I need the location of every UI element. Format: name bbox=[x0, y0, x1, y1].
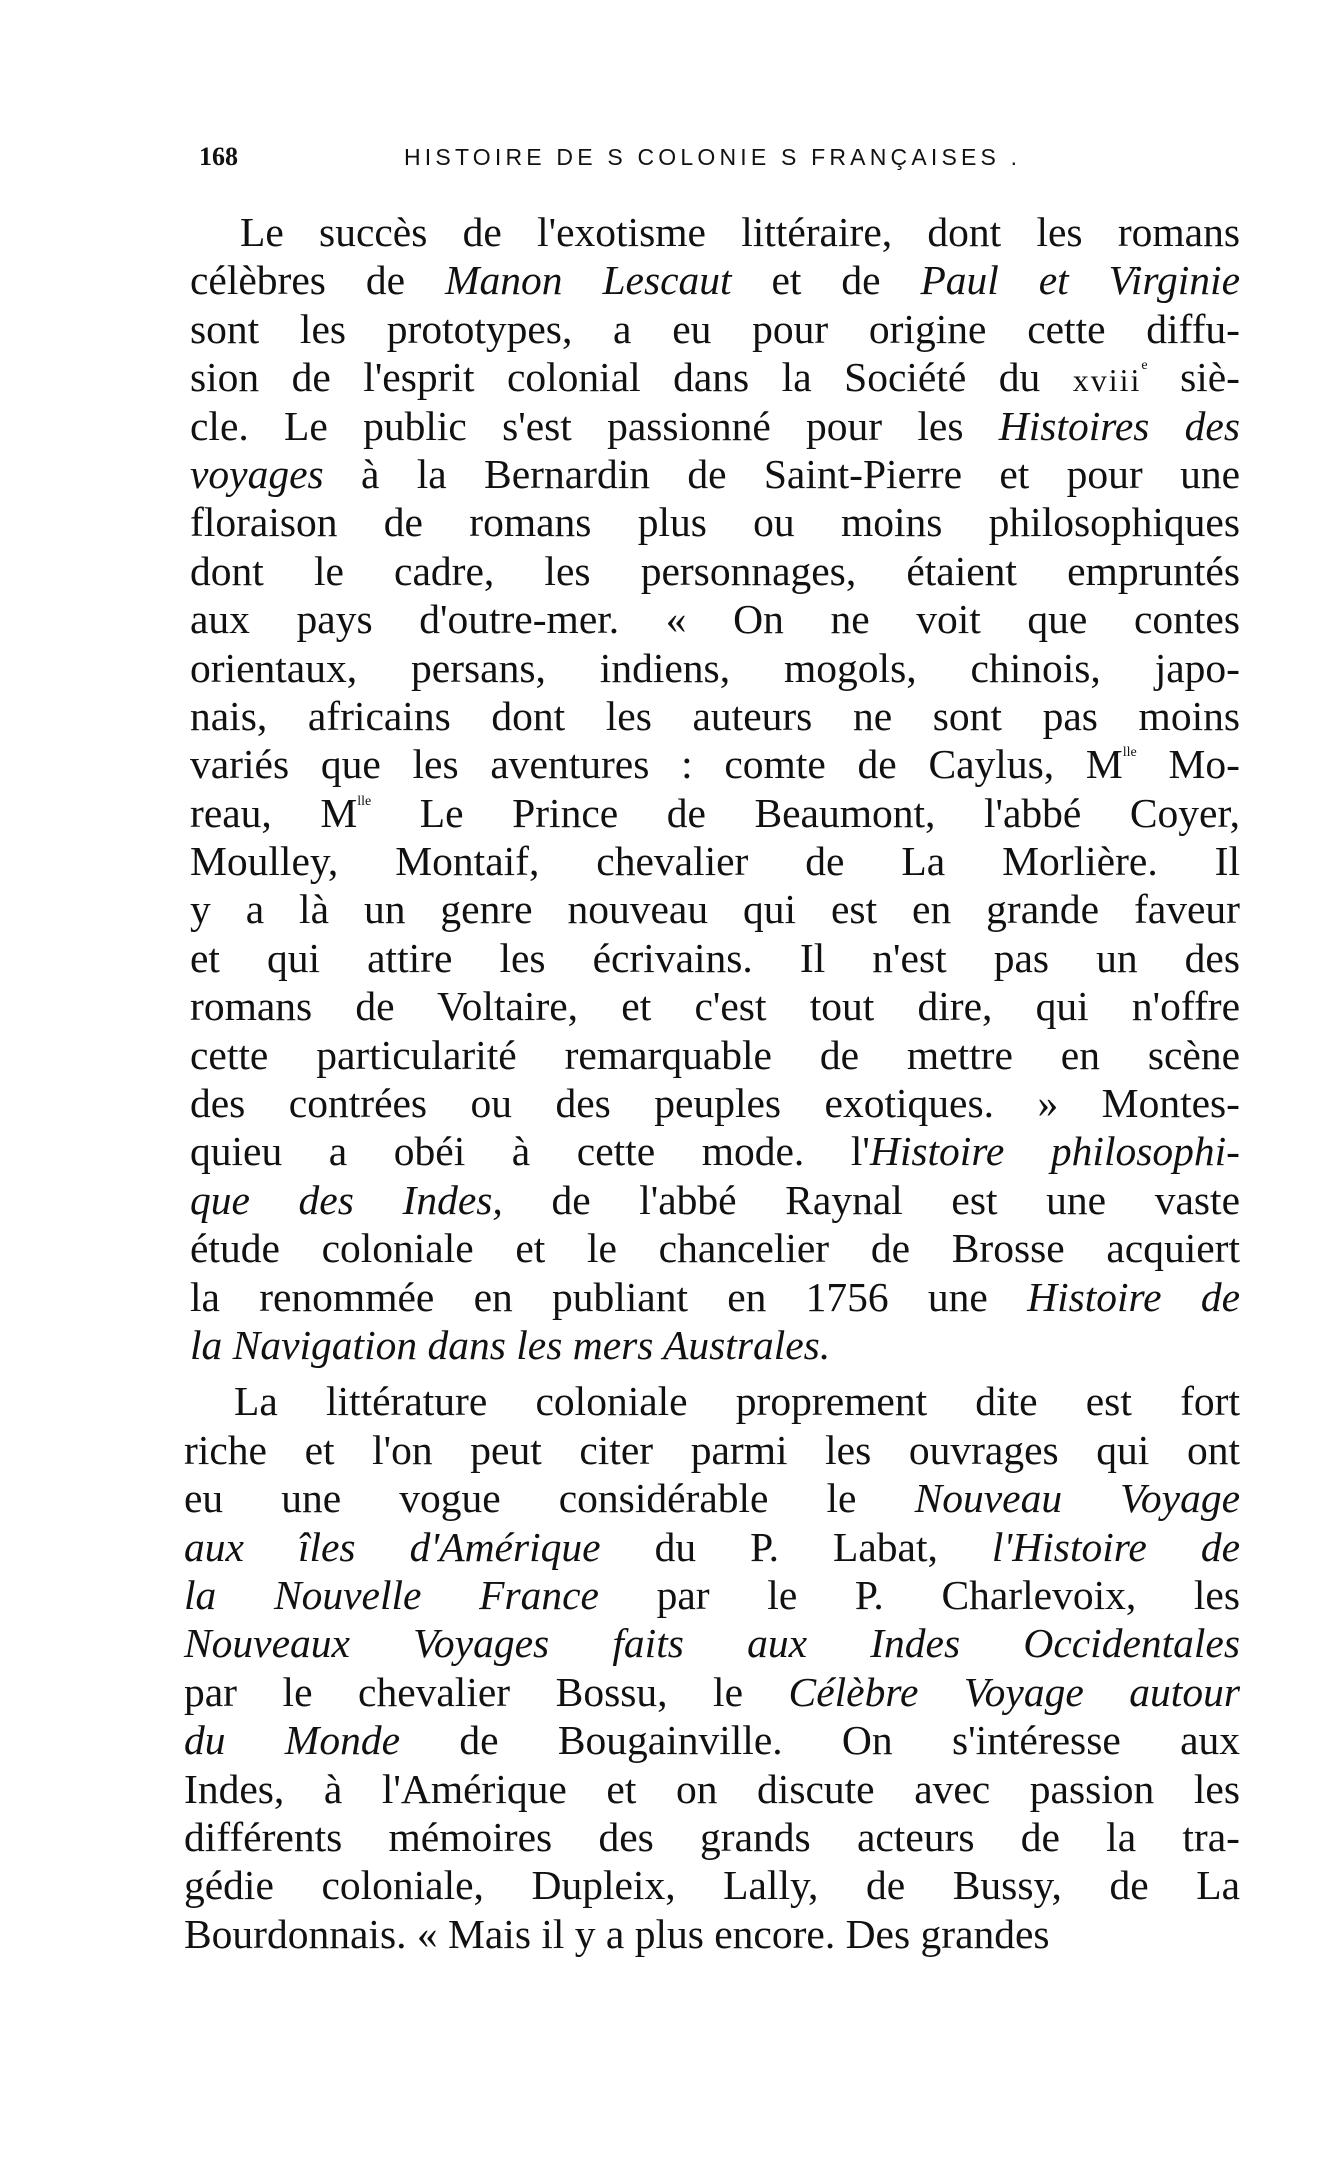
text-line bbox=[190, 1321, 1240, 1369]
text-run: y a là un genre nouveau qui est en grande faveur bbox=[190, 886, 1240, 933]
superscript: lle bbox=[357, 793, 372, 809]
text-run: variés que les aventures : comte de Caylus, M bbox=[190, 741, 1123, 788]
text-run: différents mémoires des grands acteurs de la tra- bbox=[184, 1813, 1240, 1860]
text-run: cette particularité remarquable de mettre en scène bbox=[190, 1031, 1240, 1078]
italic-text: la Navigation dans les mers Australes. bbox=[190, 1321, 831, 1368]
text-line bbox=[190, 1176, 1240, 1224]
text-run: eu une vogue considérable le bbox=[184, 1475, 915, 1522]
page-header bbox=[199, 142, 1239, 182]
running-title: HISTOIRE DE S COLONIE S FRANÇAISES . bbox=[404, 144, 1022, 170]
text-run: Le succès de l'exotisme littéraire, dont les romans bbox=[240, 209, 1240, 255]
italic-text: Histoire de bbox=[1027, 1273, 1240, 1320]
small-caps-text: xviii bbox=[1072, 362, 1142, 399]
italic-text: que des Indes, bbox=[190, 1176, 503, 1223]
text-line bbox=[190, 934, 1240, 982]
text-run: Mo- bbox=[1136, 741, 1240, 788]
text-line bbox=[190, 1079, 1240, 1127]
text-line bbox=[184, 1813, 1240, 1861]
text-line bbox=[190, 789, 1240, 837]
text-run: aux pays d'outre-mer. « On ne voit que contes bbox=[190, 596, 1240, 643]
text-line bbox=[190, 498, 1240, 546]
text-line bbox=[190, 208, 1240, 256]
text-run: cle. Le public s'est passionné pour les bbox=[190, 402, 999, 449]
italic-text: Histoires des bbox=[998, 402, 1241, 449]
italic-text: aux îles d'Amérique bbox=[184, 1523, 601, 1570]
text-run: et de bbox=[731, 257, 921, 304]
text-run: Moulley, Montaif, chevalier de La Morlière. Il bbox=[190, 838, 1240, 885]
text-line bbox=[184, 1571, 1240, 1619]
text-line bbox=[190, 644, 1240, 692]
text-run: la renommée en publiant en 1756 une bbox=[190, 1273, 1028, 1320]
paragraph-gap bbox=[190, 1369, 1240, 1377]
italic-text: la Nouvelle France bbox=[184, 1571, 599, 1618]
text-run: Indes, à l'Amérique et on discute avec passion les bbox=[184, 1765, 1240, 1812]
text-line bbox=[190, 1127, 1240, 1175]
italic-text: Nouveaux Voyages faits aux Indes Occidentales bbox=[184, 1620, 1240, 1667]
text-run: de l'abbé Raynal est une vaste bbox=[502, 1176, 1240, 1223]
text-run: orientaux, persans, indiens, mogols, chinois, japo- bbox=[190, 644, 1240, 691]
text-run: et qui attire les écrivains. Il n'est pas un des bbox=[190, 934, 1240, 981]
text-line bbox=[190, 547, 1240, 595]
text-line bbox=[190, 692, 1240, 740]
italic-text: Histoire philosophi- bbox=[869, 1128, 1240, 1175]
text-run: floraison de romans plus ou moins philosophiques bbox=[190, 499, 1240, 546]
text-run: du P. Labat, bbox=[600, 1523, 992, 1570]
text-run: nais, africains dont les auteurs ne sont pas moins bbox=[190, 692, 1240, 739]
text-line bbox=[190, 740, 1240, 788]
text-line bbox=[190, 353, 1240, 401]
text-line bbox=[190, 595, 1240, 643]
text-run: de Bougainville. On s'intéresse aux bbox=[400, 1717, 1241, 1764]
text-line bbox=[190, 305, 1240, 353]
text-line bbox=[190, 450, 1240, 498]
text-run: des contrées ou des peuples exotiques. » Montes- bbox=[190, 1080, 1240, 1127]
text-line bbox=[184, 1474, 1240, 1522]
italic-text: du Monde bbox=[184, 1717, 401, 1764]
page-number: 168 bbox=[199, 142, 238, 171]
text-run: dont le cadre, les personnages, étaient empruntés bbox=[190, 547, 1240, 594]
superscript: e bbox=[1141, 358, 1148, 374]
text-run: sont les prototypes, a eu pour origine cette diffu- bbox=[190, 305, 1240, 352]
text-run: sion de l'esprit colonial dans la Société du bbox=[190, 354, 1073, 401]
text-line bbox=[184, 1377, 1240, 1425]
superscript: lle bbox=[1122, 745, 1137, 761]
text-run: à la Bernardin de Saint-Pierre et pour une bbox=[323, 450, 1240, 497]
italic-text: Célèbre Voyage autour bbox=[788, 1668, 1240, 1715]
text-line bbox=[184, 1910, 1240, 1958]
text-line bbox=[184, 1716, 1240, 1764]
text-run: reau, M bbox=[190, 789, 358, 836]
text-run: romans de Voltaire, et c'est tout dire, qui n'offre bbox=[190, 983, 1240, 1030]
text-line bbox=[190, 982, 1240, 1030]
text-line bbox=[184, 1619, 1240, 1667]
italic-text: Nouveau Voyage bbox=[914, 1475, 1240, 1522]
text-run: étude coloniale et le chancelier de Brosse acquiert bbox=[190, 1225, 1240, 1272]
text-line bbox=[190, 256, 1240, 304]
italic-text: Manon Lescaut bbox=[444, 257, 732, 304]
italic-text: voyages bbox=[190, 450, 324, 497]
text-run: par le P. Charlevoix, les bbox=[598, 1571, 1240, 1618]
text-line bbox=[190, 1224, 1240, 1272]
text-run: La littérature coloniale proprement dite est fort bbox=[234, 1378, 1240, 1425]
text-line bbox=[190, 837, 1240, 885]
paragraph bbox=[184, 1377, 1240, 1958]
text-run: par le chevalier Bossu, le bbox=[184, 1668, 789, 1715]
text-run: siè- bbox=[1147, 354, 1241, 401]
body-text bbox=[184, 208, 1241, 1958]
text-line bbox=[190, 1273, 1240, 1321]
paragraph bbox=[190, 208, 1240, 1369]
text-line bbox=[184, 1765, 1240, 1813]
text-line bbox=[190, 1031, 1240, 1079]
text-run: Bourdonnais. « Mais il y a plus encore. Des grandes bbox=[184, 1910, 1050, 1957]
italic-text: Paul et Virginie bbox=[920, 257, 1240, 304]
text-run: Le Prince de Beaumont, l'abbé Coyer, bbox=[371, 789, 1240, 836]
text-line bbox=[184, 1861, 1240, 1909]
text-line bbox=[190, 885, 1240, 933]
text-line bbox=[184, 1668, 1240, 1716]
text-line bbox=[184, 1523, 1240, 1571]
text-run: quieu a obéi à cette mode. l' bbox=[190, 1128, 870, 1175]
text-line bbox=[184, 1426, 1240, 1474]
text-run: gédie coloniale, Dupleix, Lally, de Bussy, de La bbox=[184, 1862, 1240, 1909]
italic-text: l'Histoire de bbox=[991, 1523, 1241, 1570]
text-run: riche et l'on peut citer parmi les ouvrages qui ont bbox=[184, 1426, 1240, 1473]
text-line bbox=[190, 402, 1240, 450]
text-run: célèbres de bbox=[190, 257, 445, 304]
